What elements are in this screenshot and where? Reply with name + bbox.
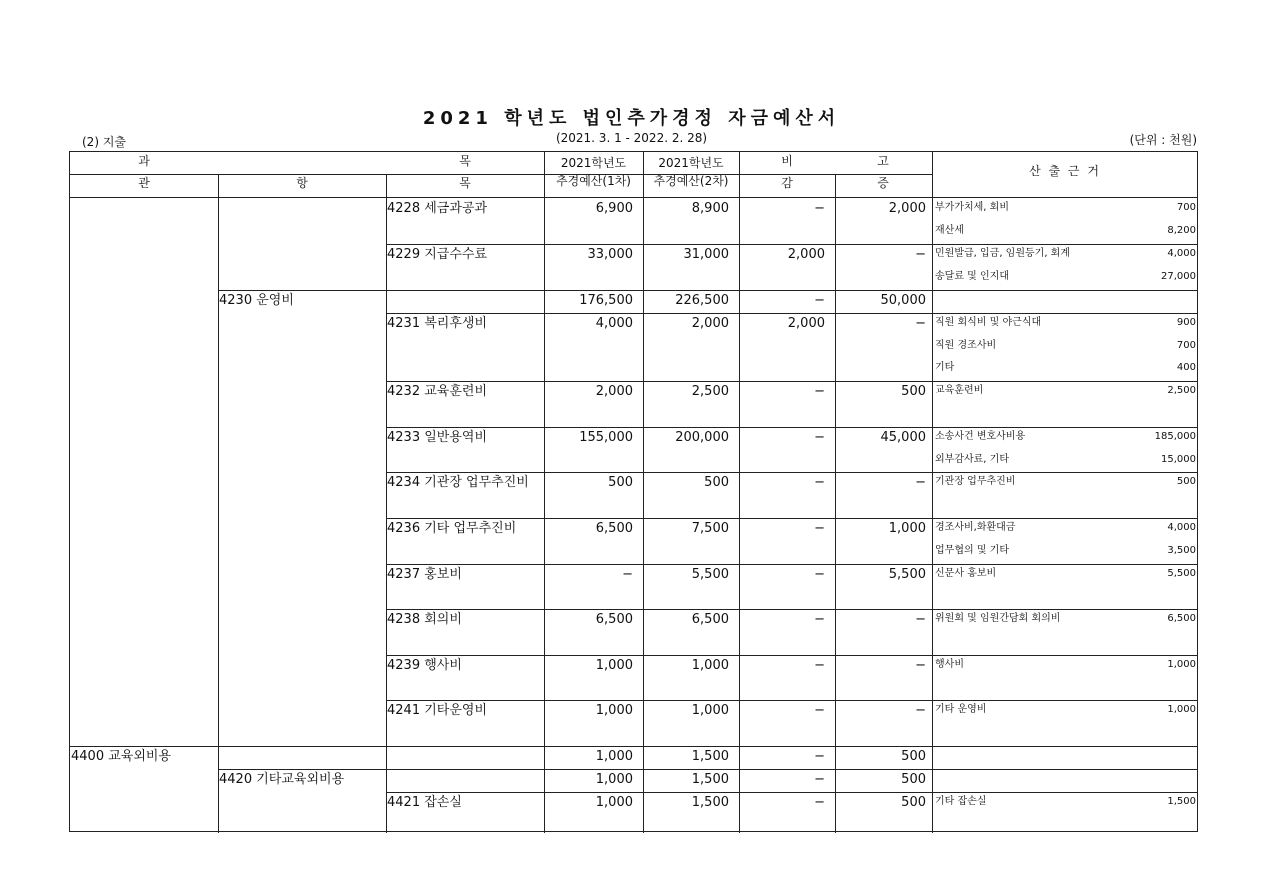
decrease-cell: 2,000 <box>787 316 825 331</box>
basis-note-text: 민원발급, 입금, 임원등기, 회계 <box>935 248 1070 259</box>
document-title: 2021 학년도 법인추가경정 자금예산서 <box>422 108 841 129</box>
budget2-cell: 31,000 <box>683 247 729 262</box>
basis-note-text: 직원 경조사비 <box>935 339 997 351</box>
header-col-line <box>544 152 545 198</box>
budget2-cell: 8,900 <box>691 201 729 216</box>
budget2-cell: 2,000 <box>691 316 729 331</box>
header-col-line <box>643 152 644 198</box>
header-bottom-line <box>70 197 1198 198</box>
row-separator <box>386 700 1198 701</box>
increase-cell: 500 <box>901 772 926 787</box>
basis-note-amount: 185,000 <box>1154 431 1196 442</box>
budget2-cell: 1,500 <box>691 772 729 787</box>
basis-note-text: 교육훈련비 <box>935 385 984 396</box>
basis-note-amount: 1,500 <box>1167 796 1196 807</box>
row-separator <box>218 769 1198 770</box>
basis-note-text: 업무협의 및 기타 <box>935 544 1009 556</box>
row-separator <box>386 792 1198 793</box>
basis-note-text: 위원회 및 임원간담회 회의비 <box>935 613 1061 624</box>
decrease-cell: − <box>814 521 825 536</box>
budget1-cell: − <box>622 567 633 582</box>
row-separator <box>386 313 1198 314</box>
budget1-cell: 2,000 <box>595 384 633 399</box>
decrease-cell: − <box>814 795 825 810</box>
increase-cell: − <box>915 612 926 627</box>
basis-note-text: 기타 잡손실 <box>935 796 987 807</box>
mok-cell: 4229 지급수수료 <box>387 247 488 262</box>
basis-note-amount: 6,500 <box>1167 613 1196 624</box>
mok-cell: 4234 기관장 업무추진비 <box>387 475 529 490</box>
increase-cell: − <box>915 658 926 673</box>
increase-cell: 1,000 <box>888 521 926 536</box>
basis-note-amount: 4,000 <box>1167 248 1196 259</box>
period-label: (2021. 3. 1 - 2022. 2. 28) <box>555 131 708 145</box>
basis-note-amount: 27,000 <box>1161 270 1196 282</box>
decrease-cell: − <box>814 430 825 445</box>
budget2-cell: 7,500 <box>691 521 729 536</box>
decrease-cell: − <box>814 772 825 787</box>
hang-cell: 4230 운영비 <box>219 293 294 308</box>
decrease-cell: − <box>814 703 825 718</box>
mok-cell: 4231 복리후생비 <box>387 316 488 331</box>
basis-note-amount: 2,500 <box>1167 385 1196 396</box>
row-separator <box>386 244 1198 245</box>
budget1-cell: 6,500 <box>595 612 633 627</box>
basis-note-amount: 900 <box>1176 317 1196 328</box>
increase-cell: − <box>915 247 926 262</box>
increase-cell: − <box>915 475 926 490</box>
budget2-cell: 226,500 <box>675 293 729 308</box>
header-col-line <box>835 174 836 198</box>
basis-note-text: 재산세 <box>935 224 964 236</box>
row-separator <box>386 518 1198 519</box>
budget1-cell: 6,500 <box>595 521 633 536</box>
budget2-cell: 1,000 <box>691 703 729 718</box>
budget1-cell: 33,000 <box>587 247 633 262</box>
header-budget2-bottom: 추경예산(2차) <box>653 174 729 188</box>
header-budget1-bottom: 추경예산(1차) <box>556 174 631 188</box>
budget2-cell: 6,500 <box>691 612 729 627</box>
basis-note-text: 신문사 홍보비 <box>935 568 997 579</box>
basis-note-text: 기관장 업무추진비 <box>935 476 1016 487</box>
basis-note-amount: 700 <box>1176 339 1196 351</box>
mok-cell: 4237 홍보비 <box>387 567 462 582</box>
basis-note-text: 기타 <box>935 362 955 373</box>
unit-label: (단위 : 천원) <box>1129 133 1197 147</box>
row-separator <box>386 381 1198 382</box>
mok-cell: 4241 기타운영비 <box>387 703 488 718</box>
decrease-cell: − <box>814 612 825 627</box>
increase-cell: 500 <box>901 795 926 810</box>
budget1-cell: 500 <box>608 475 633 490</box>
header-kwa: 과 <box>138 154 150 168</box>
row-separator <box>386 427 1198 428</box>
decrease-cell: − <box>814 567 825 582</box>
header-col-line <box>218 174 219 198</box>
basis-note-text: 행사비 <box>935 659 964 670</box>
budget1-cell: 4,000 <box>595 316 633 331</box>
increase-cell: 500 <box>901 749 926 764</box>
kwan-cell: 4400 교육외비용 <box>71 749 172 764</box>
basis-note-amount: 700 <box>1176 202 1196 213</box>
basis-note-amount: 1,000 <box>1167 659 1196 670</box>
budget2-cell: 1,500 <box>691 795 729 810</box>
budget-table <box>69 151 1198 832</box>
mok-cell: 4233 일반용역비 <box>387 430 488 445</box>
row-separator <box>386 609 1198 610</box>
header-hang: 항 <box>296 176 308 190</box>
hang-cell: 4420 기타교육외비용 <box>219 772 345 787</box>
budget1-cell: 1,000 <box>595 749 633 764</box>
header-decrease: 감 <box>781 176 793 190</box>
header-col-line <box>386 174 387 198</box>
row-separator <box>70 746 1198 747</box>
basis-note-amount: 3,500 <box>1167 544 1196 556</box>
header-increase: 증 <box>877 176 889 190</box>
section-label: (2) 지출 <box>82 135 126 149</box>
row-separator <box>386 472 1198 473</box>
body-col-line <box>932 198 933 833</box>
header-kwan: 관 <box>138 176 150 190</box>
mok-cell: 4232 교육훈련비 <box>387 384 488 399</box>
header-budget2-top: 2021학년도 <box>658 156 724 170</box>
basis-note-amount: 8,200 <box>1167 224 1196 236</box>
budget1-cell: 1,000 <box>595 703 633 718</box>
decrease-cell: − <box>814 293 825 308</box>
header-go: 고 <box>877 154 889 168</box>
basis-note-text: 부가가치세, 회비 <box>935 202 1009 213</box>
basis-note-text: 소송사건 변호사비용 <box>935 431 1026 442</box>
decrease-cell: − <box>814 475 825 490</box>
basis-note-amount: 4,000 <box>1167 522 1196 533</box>
header-bi: 비 <box>781 154 793 168</box>
mok-cell: 4239 행사비 <box>387 658 462 673</box>
header-divider <box>70 174 932 175</box>
basis-note-text: 송달료 및 인지대 <box>935 270 1009 282</box>
budget2-cell: 2,500 <box>691 384 729 399</box>
header-budget1-top: 2021학년도 <box>560 156 627 170</box>
basis-note-amount: 400 <box>1176 362 1196 373</box>
increase-cell: 2,000 <box>888 201 926 216</box>
mok-cell: 4236 기타 업무추진비 <box>387 521 517 536</box>
header-mok: 목 <box>459 176 471 190</box>
mok-cell: 4238 회의비 <box>387 612 462 627</box>
budget2-cell: 1,000 <box>691 658 729 673</box>
basis-note-text: 기타 운영비 <box>935 704 987 715</box>
budget1-cell: 6,900 <box>595 201 633 216</box>
budget2-cell: 200,000 <box>675 430 729 445</box>
decrease-cell: − <box>814 749 825 764</box>
basis-note-text: 외부감사료, 기타 <box>935 453 1009 465</box>
decrease-cell: − <box>814 201 825 216</box>
header-basis: 산 출 근 거 <box>1029 164 1101 178</box>
budget1-cell: 1,000 <box>595 658 633 673</box>
body-col-line <box>386 198 387 833</box>
decrease-cell: − <box>814 658 825 673</box>
increase-cell: − <box>915 703 926 718</box>
row-separator <box>386 655 1198 656</box>
budget2-cell: 5,500 <box>691 567 729 582</box>
increase-cell: 500 <box>901 384 926 399</box>
row-separator <box>386 564 1198 565</box>
row-separator <box>218 290 1198 291</box>
budget1-cell: 1,000 <box>595 795 633 810</box>
decrease-cell: 2,000 <box>787 247 825 262</box>
budget2-cell: 1,500 <box>691 749 729 764</box>
basis-note-text: 경조사비,화환대금 <box>935 522 1016 533</box>
increase-cell: 5,500 <box>888 567 926 582</box>
basis-note-amount: 500 <box>1176 476 1196 487</box>
increase-cell: 50,000 <box>880 293 926 308</box>
budget1-cell: 176,500 <box>579 293 633 308</box>
increase-cell: − <box>915 316 926 331</box>
basis-note-amount: 15,000 <box>1161 453 1196 465</box>
header-col-line <box>739 152 740 198</box>
increase-cell: 45,000 <box>880 430 926 445</box>
decrease-cell: − <box>814 384 825 399</box>
basis-note-amount: 5,500 <box>1167 568 1196 579</box>
header-col-line <box>932 152 933 198</box>
budget1-cell: 155,000 <box>579 430 633 445</box>
header-mok-top: 목 <box>459 154 471 168</box>
budget1-cell: 1,000 <box>595 772 633 787</box>
basis-note-amount: 1,000 <box>1167 704 1196 715</box>
mok-cell: 4421 잡손실 <box>387 795 462 810</box>
basis-note-text: 직원 회식비 및 야근식대 <box>935 317 1042 328</box>
budget2-cell: 500 <box>704 475 729 490</box>
mok-cell: 4228 세금과공과 <box>387 201 488 216</box>
